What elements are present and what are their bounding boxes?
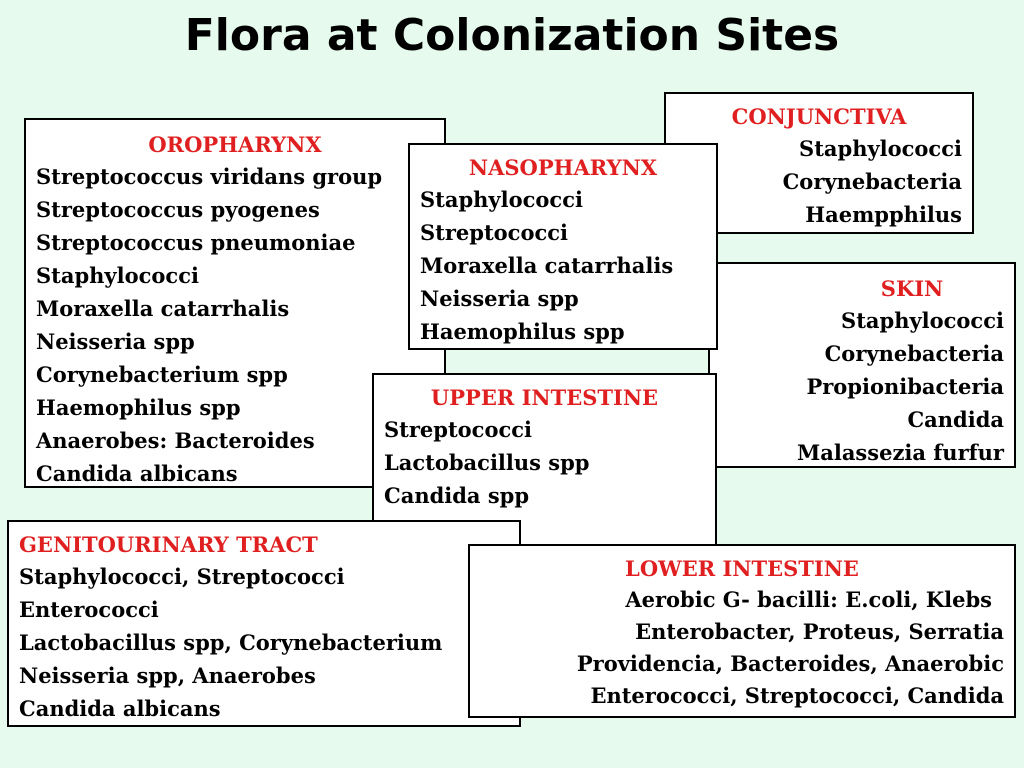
list-item: Haemophilus spp xyxy=(36,395,241,420)
genitourinary-heading: GENITOURINARY TRACT xyxy=(19,532,318,557)
nasopharynx-heading: NASOPHARYNX xyxy=(468,155,658,180)
oropharynx-heading: OROPHARYNX xyxy=(148,132,322,157)
list-item: Aerobic G- bacilli: E.coli, Klebs xyxy=(625,587,992,612)
list-item: Staphylococci xyxy=(841,308,1004,333)
list-item: Enterococci xyxy=(19,597,159,622)
page-title: Flora at Colonization Sites xyxy=(184,10,840,61)
list-item: Corynebacteria xyxy=(824,341,1004,366)
list-item: Staphylococci, Streptococci xyxy=(19,564,345,589)
skin-box xyxy=(708,262,1016,468)
list-item: Moraxella catarrhalis xyxy=(36,296,290,321)
list-item: Neisseria spp xyxy=(36,329,195,354)
list-item: Enterobacter, Proteus, Serratia xyxy=(635,619,1004,644)
list-item: Staphylococci xyxy=(799,136,962,161)
list-item: Propionibacteria xyxy=(806,374,1004,399)
list-item: Candida xyxy=(907,407,1004,432)
list-item: Candida albicans xyxy=(36,461,238,486)
list-item: Streptococci xyxy=(420,220,569,245)
list-item: Providencia, Bacteroides, Anaerobic xyxy=(576,651,1004,676)
list-item: Streptococci xyxy=(384,417,533,442)
list-item: Haemophilus spp xyxy=(420,319,625,344)
list-item: Malassezia furfur xyxy=(797,440,1004,465)
list-item: Neisseria spp xyxy=(420,286,579,311)
list-item: Streptococcus pyogenes xyxy=(36,197,320,222)
list-item: Neisseria spp, Anaerobes xyxy=(19,663,316,688)
list-item: Staphylococci xyxy=(36,263,199,288)
list-item: Streptococcus pneumoniae xyxy=(36,230,356,255)
upper-intestine-heading: UPPER INTESTINE xyxy=(430,385,659,410)
list-item: Lactobacillus spp, Corynebacterium xyxy=(19,630,443,655)
list-item: Staphylococci xyxy=(420,187,583,212)
list-item: Anaerobes: Bacteroides xyxy=(36,428,315,453)
list-item: Corynebacterium spp xyxy=(36,362,288,387)
list-item: Moraxella catarrhalis xyxy=(420,253,674,278)
skin-heading: SKIN xyxy=(880,276,944,301)
list-item: Enterococci, Streptococci, Candida xyxy=(590,683,1004,708)
list-item: Corynebacteria xyxy=(782,169,962,194)
conjunctiva-heading: CONJUNCTIVA xyxy=(731,104,907,129)
list-item: Streptococcus viridans group xyxy=(36,164,383,189)
list-item: Haempphilus xyxy=(805,202,962,227)
lower-intestine-heading: LOWER INTESTINE xyxy=(625,556,859,581)
list-item: Candida albicans xyxy=(19,696,221,721)
lower-intestine-box xyxy=(468,544,1016,718)
list-item: Lactobacillus spp xyxy=(384,450,590,475)
list-item: Candida spp xyxy=(384,483,530,508)
nasopharynx-box xyxy=(408,143,718,350)
genitourinary-box xyxy=(7,520,521,727)
